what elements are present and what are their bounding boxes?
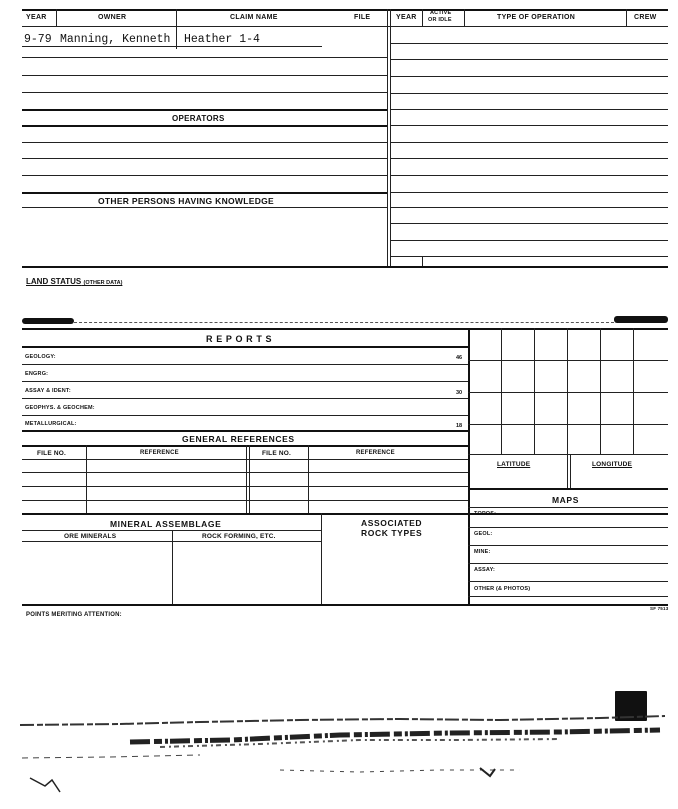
header-crew: CREW [634,14,657,21]
reports-title: R E P O R T S [206,334,273,344]
report-geophys: GEOPHYS. & GEOCHEM: [25,405,95,411]
ink-smudge-right [614,316,668,323]
ref-col-file-no-2: FILE NO. [262,450,292,457]
maps-mine: MINE: [474,549,491,555]
header-active: ACTIVE [430,10,452,16]
header-or-idle: OR IDLE [428,17,452,23]
report-geology: GEOLOGY: [25,354,56,360]
points-meriting-attention: POINTS MERITING ATTENTION: [26,612,122,618]
entry-claim-name: Heather 1-4 [184,33,260,46]
ref-col-reference-1: REFERENCE [140,450,179,456]
header-file: FILE [354,14,371,21]
scan-noise-band [0,700,678,800]
maps-assay: ASSAY: [474,567,496,573]
report-geology-code: 46 [456,355,463,361]
report-metallurgical-code: 18 [456,423,463,429]
form-number: SF 7513 [650,606,669,611]
report-assay: ASSAY & IDENT: [25,388,71,394]
maps-other-photos: OTHER (& PHOTOS) [474,586,531,592]
entry-owner: Manning, Kenneth [60,33,171,46]
maps-title: MAPS [552,495,579,505]
maps-geol: GEOL: [474,531,493,537]
associated-rock-types-line2: ROCK TYPES [361,528,423,538]
report-metallurgical: METALLURGICAL: [25,421,77,427]
report-engrg: ENGRG: [25,371,49,377]
mineral-assemblage-title: MINERAL ASSEMBLAGE [110,519,222,529]
entry-year: 9-79 [24,33,52,46]
rock-forming-header: ROCK FORMING, ETC. [202,533,276,540]
ref-col-reference-2: REFERENCE [356,450,395,456]
other-persons-title: OTHER PERSONS HAVING KNOWLEDGE [98,196,275,206]
ref-col-file-no-1: FILE NO. [37,450,67,457]
longitude-label: LONGITUDE [592,461,633,468]
header-year-2: YEAR [396,14,417,21]
report-assay-code: 30 [456,390,463,396]
operators-title: OPERATORS [172,114,225,123]
associated-rock-types-line1: ASSOCIATED [361,518,423,528]
land-status-title: LAND STATUS (OTHER DATA) [26,277,123,286]
latitude-label: LATITUDE [497,461,531,468]
header-type-of-operation: TYPE OF OPERATION [497,14,576,21]
ore-minerals-header: ORE MINERALS [64,533,117,540]
header-claim-name: CLAIM NAME [230,14,278,21]
header-year: YEAR [26,14,47,21]
header-owner: OWNER [98,14,127,21]
maps-topos: TOPOS: [474,511,497,517]
general-references-title: GENERAL REFERENCES [182,434,295,444]
ink-smudge-left [22,318,74,324]
